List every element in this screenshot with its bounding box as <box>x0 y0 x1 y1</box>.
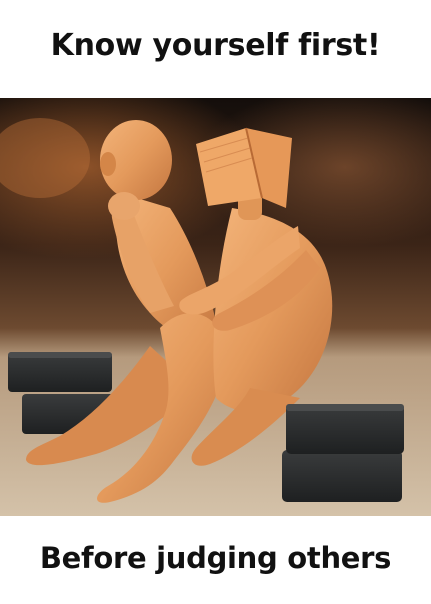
bottom-caption: Before judging others <box>39 541 392 575</box>
photo-illustration <box>0 98 431 516</box>
top-caption: Know yourself first! <box>50 28 381 63</box>
clay-figurine-photo <box>0 98 431 516</box>
right-book-stack <box>282 404 404 502</box>
